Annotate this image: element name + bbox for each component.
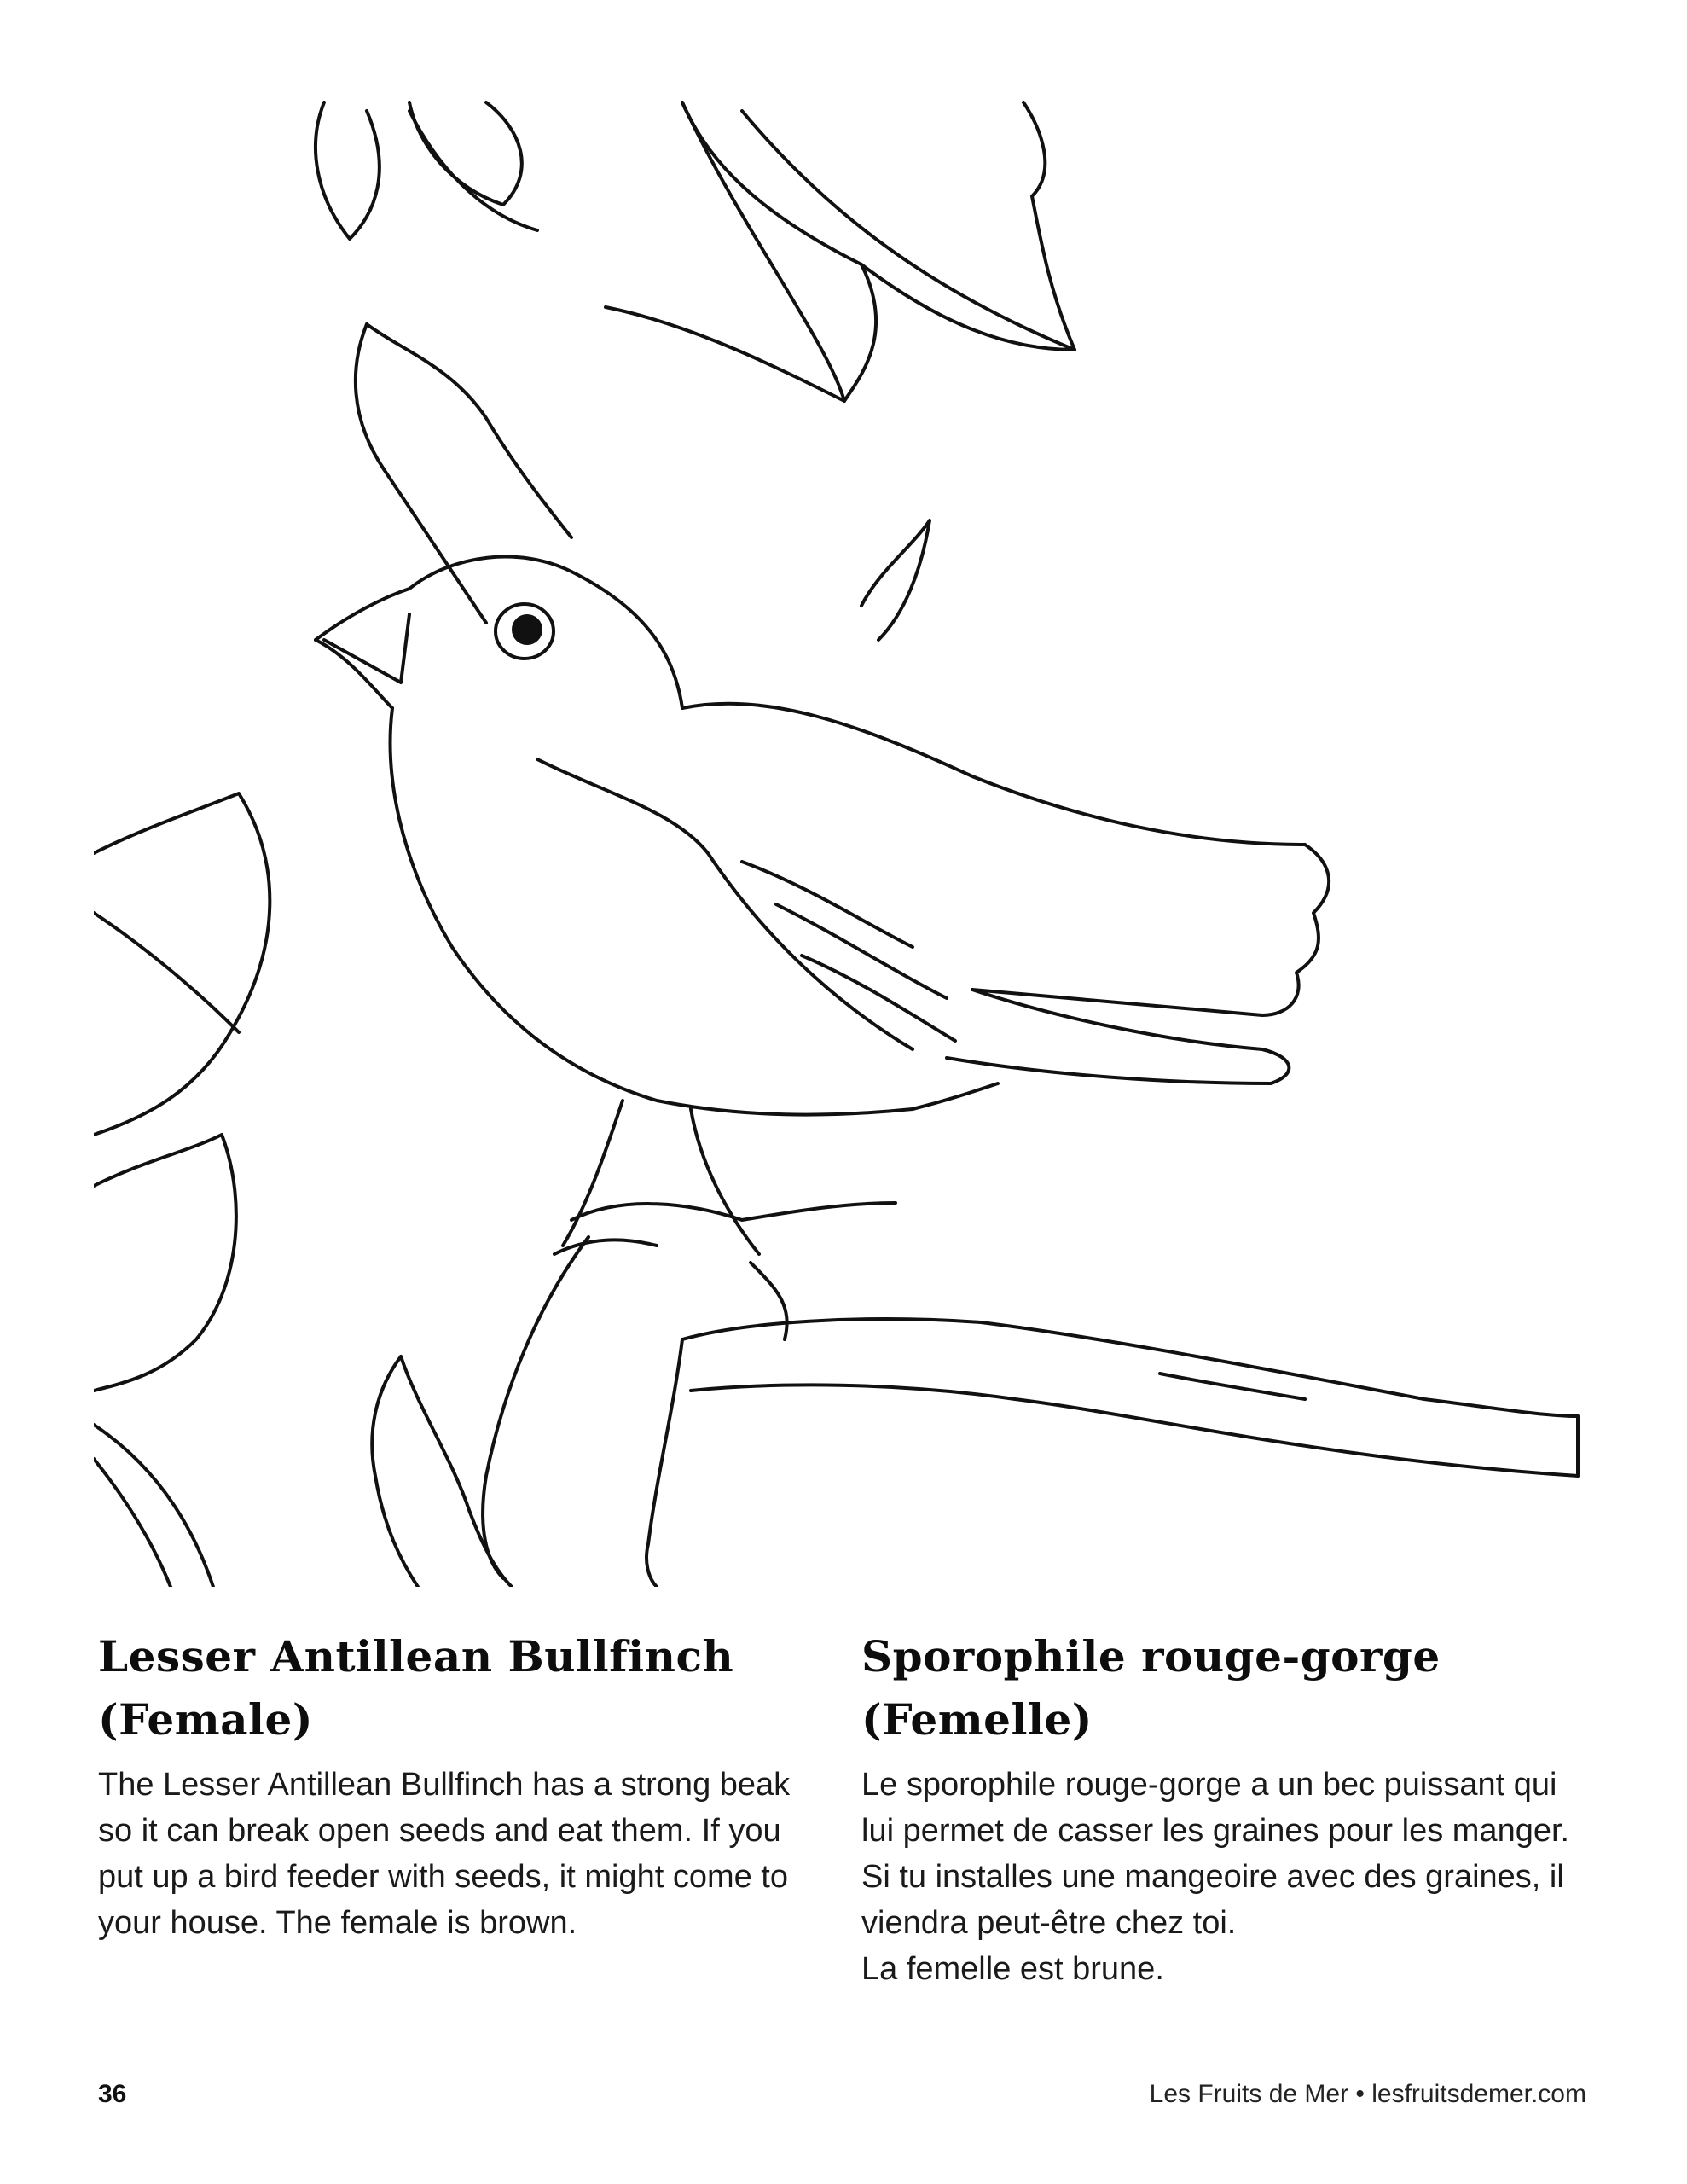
english-title <box>98 1625 832 1751</box>
trunk-shape <box>483 1237 588 1578</box>
main-branch <box>682 1319 1578 1416</box>
leaf-shape <box>316 102 380 239</box>
leaf-shape <box>861 102 1075 350</box>
french-title-line2: (Femelle) <box>861 1694 1093 1745</box>
english-description: The Lesser Antillean Bullfinch has a strong beak so it can break open seeds and eat them. If you put up a bird feeder with seeds, it might come to your house. The female is brown. <box>98 1767 791 1941</box>
french-description <box>861 1762 1595 1992</box>
branch-shape <box>356 324 486 623</box>
bird-tail <box>1262 845 1329 1015</box>
beak-shape <box>316 640 392 708</box>
leaf-shape <box>682 102 876 401</box>
bird-breast <box>391 708 913 1115</box>
french-description-line1: Le sporophile rouge-gorge a un bec puissant qui lui permet de casser les graines pour les manger. Si tu installes une mangeoire avec des graines, il viendra peut-être chez toi. <box>861 1767 1570 1941</box>
leaf-shape <box>94 793 270 1135</box>
english-column <box>98 1625 832 1946</box>
leaf-shape <box>94 1135 236 1391</box>
french-description-line2: La femelle est brune. <box>861 1951 1164 1987</box>
bullfinch-line-art <box>94 94 1595 1587</box>
english-title-line2: (Female) <box>98 1694 313 1745</box>
bird-wing <box>537 759 913 1049</box>
french-title-line1: Sporophile rouge-gorge <box>861 1631 1441 1682</box>
footer-credit: Les Fruits de Mer • lesfruitsdemer.com <box>1149 2080 1586 2108</box>
bird-leg <box>563 1101 623 1246</box>
page-footer <box>98 2080 1586 2123</box>
french-column <box>861 1625 1595 1992</box>
english-title-line1: Lesser Antillean Bullfinch <box>98 1631 734 1682</box>
bird-back <box>682 704 1305 845</box>
page-number: 36 <box>98 2080 127 2108</box>
bird-leg <box>691 1109 759 1254</box>
french-title <box>861 1625 1595 1751</box>
bird-coloring-illustration <box>94 94 1595 1587</box>
